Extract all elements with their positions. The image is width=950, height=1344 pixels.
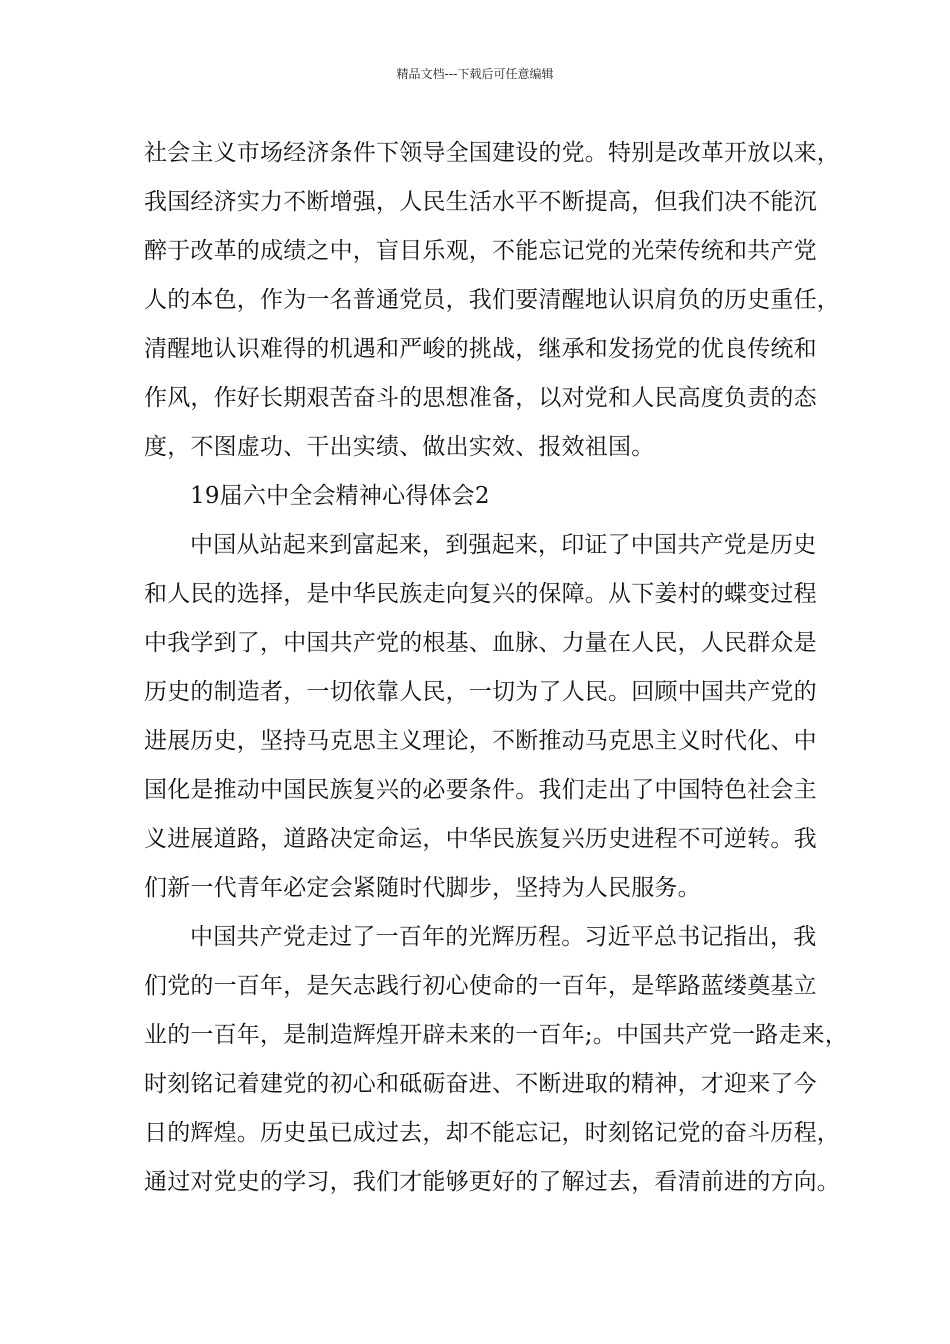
text-line: 和人民的选择，是中华民族走向复兴的保障。从下姜村的蝶变过程 [144, 581, 817, 607]
text-line: 历史的制造者，一切依靠人民，一切为了人民。回顾中国共产党的 [144, 679, 817, 705]
text-line: 我国经济实力不断增强，人民生活水平不断提高，但我们决不能沉 [144, 189, 817, 215]
text-line: 中国共产党走过了一百年的光辉历程。习近平总书记指出，我 [190, 924, 817, 950]
text-line: 们党的一百年，是矢志践行初心使命的一百年，是筚路蓝缕奠基立 [144, 973, 817, 999]
section-heading: 19届六中全会精神心得体会2 [190, 483, 490, 509]
text-line: 度，不图虚功、干出实绩、做出实效、报效祖国。 [144, 434, 655, 460]
document-body [144, 129, 848, 1207]
text-line: 日的辉煌。历史虽已成过去，却不能忘记，时刻铭记党的奋斗历程， [144, 1120, 840, 1146]
page-header: 精品文档---下载后可任意编辑 [396, 67, 554, 81]
text-line: 们新一代青年必定会紧随时代脚步，坚持为人民服务。 [144, 875, 701, 901]
text-line: 通过对党史的学习，我们才能够更好的了解过去，看清前进的方向。 [144, 1169, 840, 1195]
text-line: 国化是推动中国民族复兴的必要条件。我们走出了中国特色社会主 [144, 777, 817, 803]
text-line: 中我学到了，中国共产党的根基、血脉、力量在人民，人民群众是 [144, 630, 817, 656]
text-line: 人的本色，作为一名普通党员，我们要清醒地认识肩负的历史重任， [144, 287, 840, 313]
text-line: 清醒地认识难得的机遇和严峻的挑战，继承和发扬党的优良传统和 [144, 336, 817, 362]
text-line: 醉于改革的成绩之中，盲目乐观，不能忘记党的光荣传统和共产党 [144, 238, 817, 264]
text-line: 时刻铭记着建党的初心和砥砺奋进、不断进取的精神，才迎来了今 [144, 1071, 817, 1097]
text-line: 作风，作好长期艰苦奋斗的思想准备，以对党和人民高度负责的态 [144, 385, 817, 411]
text-line: 业的一百年，是制造辉煌开辟未来的一百年;。中国共产党一路走来， [144, 1022, 848, 1048]
text-line: 进展历史，坚持马克思主义理论，不断推动马克思主义时代化、中 [144, 728, 817, 754]
text-line: 中国从站起来到富起来，到强起来，印证了中国共产党是历史 [190, 532, 817, 558]
text-line: 社会主义市场经济条件下领导全国建设的党。特别是改革开放以来， [144, 140, 840, 166]
text-line: 义进展道路，道路决定命运，中华民族复兴历史进程不可逆转。我 [144, 826, 817, 852]
